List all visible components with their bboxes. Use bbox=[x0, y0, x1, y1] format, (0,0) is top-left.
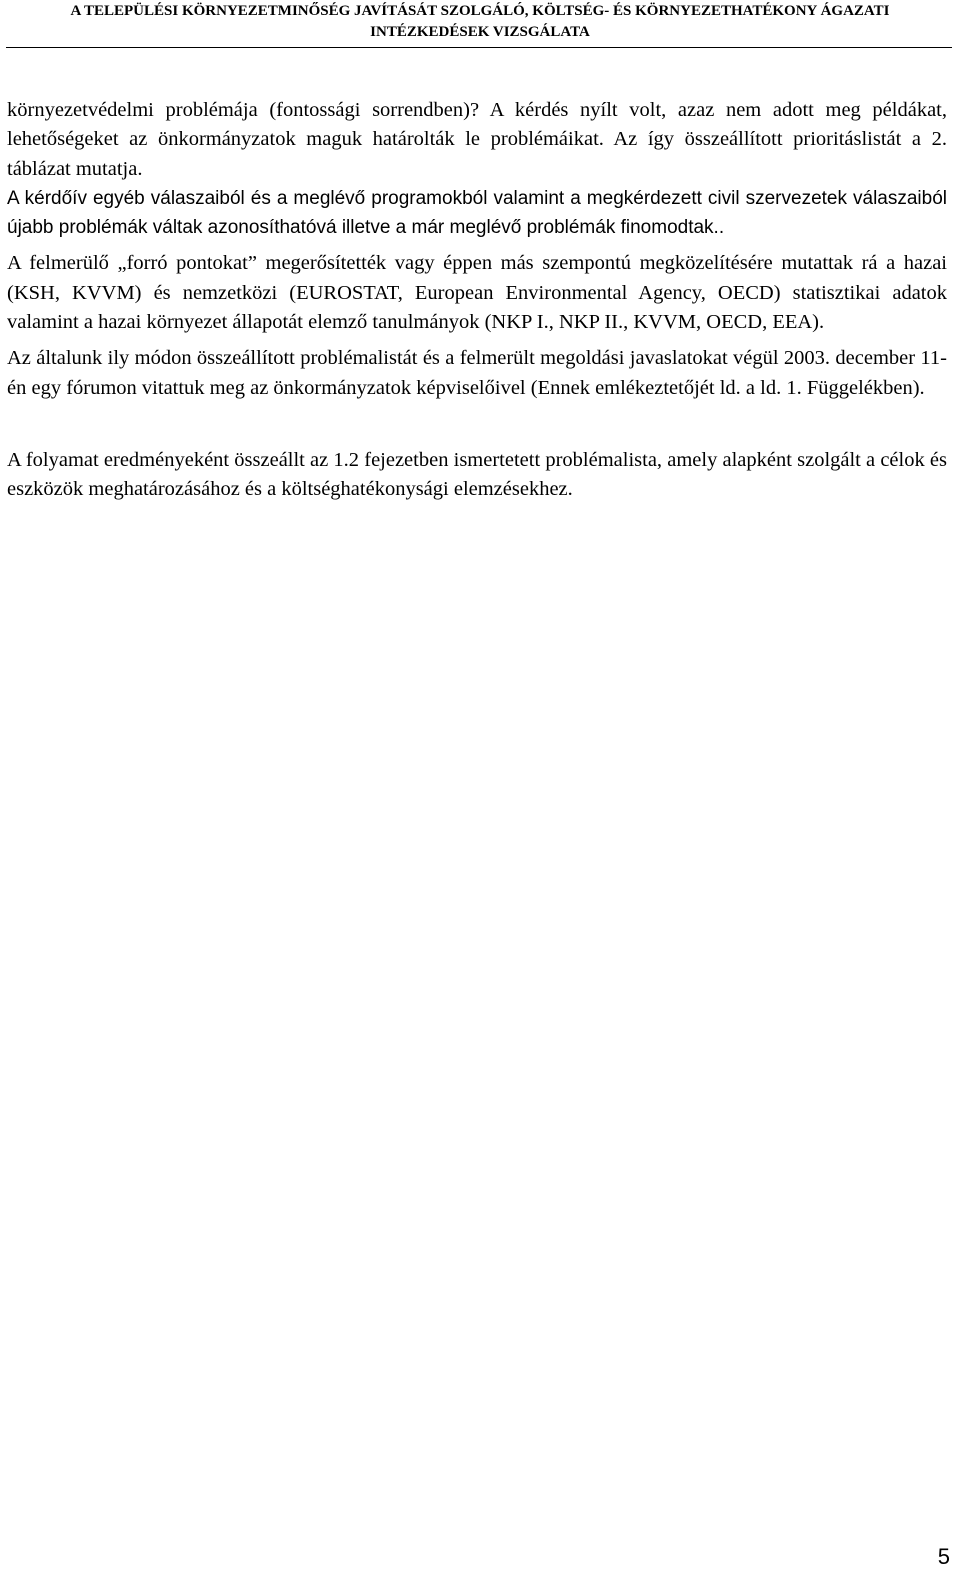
header-title-line-1: A TELEPÜLÉSI KÖRNYEZETMINŐSÉG JAVÍTÁSÁT SZOLGÁLÓ, KÖLTSÉG- ÉS KÖRNYEZETHATÉKONY ÁGAZATI bbox=[70, 3, 890, 19]
paragraph-survey-question: környezetvédelmi problémája (fontossági sorrendben)? A kérdés nyílt volt, azaz nem adott meg példákat, lehetőségeket az önkormányzatok maguk határolták le problémáikat. Az így összeállított prioritáslistát a 2. táblázat mutatja. bbox=[7, 99, 947, 180]
paragraph-questionnaire-answers: A kérdőív egyéb válaszaiból és a meglévő programokból valamint a megkérdezett civil szervezetek válaszaiból újabb problémák váltak azonosíthatóvá illetve a már meglévő problémák finomodtak.. bbox=[7, 187, 947, 239]
page-header bbox=[0, 0, 960, 43]
paragraph-forum: Az általunk ily módon összeállított problémalistát és a felmerült megoldási javaslatokat végül 2003. december 11-én egy fórumon vitattuk meg az önkormányzatok képviselőivel (Ennek emlékeztetőjét ld. a ld. 1. Függelékben). bbox=[7, 347, 947, 399]
paragraph-hot-spots: A felmerülő „forró pontokat” megerősítették vagy éppen más szempontú megközelítésére mutattak rá a hazai (KSH, KVVM) és nemzetközi (EUROSTAT, European Environmental Agency, OECD) statisztikai adatok valamint a hazai környezet állapotát elemző tanulmányok (NKP I., NKP II., KVVM, OECD, EEA). bbox=[7, 252, 947, 334]
page-number: 5 bbox=[937, 1544, 950, 1569]
header-divider bbox=[6, 47, 952, 48]
header-title-line-2: INTÉZKEDÉSEK VIZSGÁLATA bbox=[370, 24, 590, 40]
paragraph-result: A folyamat eredményeként összeállt az 1.2 fejezetben ismertetett problémalista, amely alapként szolgált a célok és eszközök meghatározásához és a költséghatékonysági elemzésekhez. bbox=[7, 448, 947, 501]
document-body bbox=[7, 96, 947, 505]
